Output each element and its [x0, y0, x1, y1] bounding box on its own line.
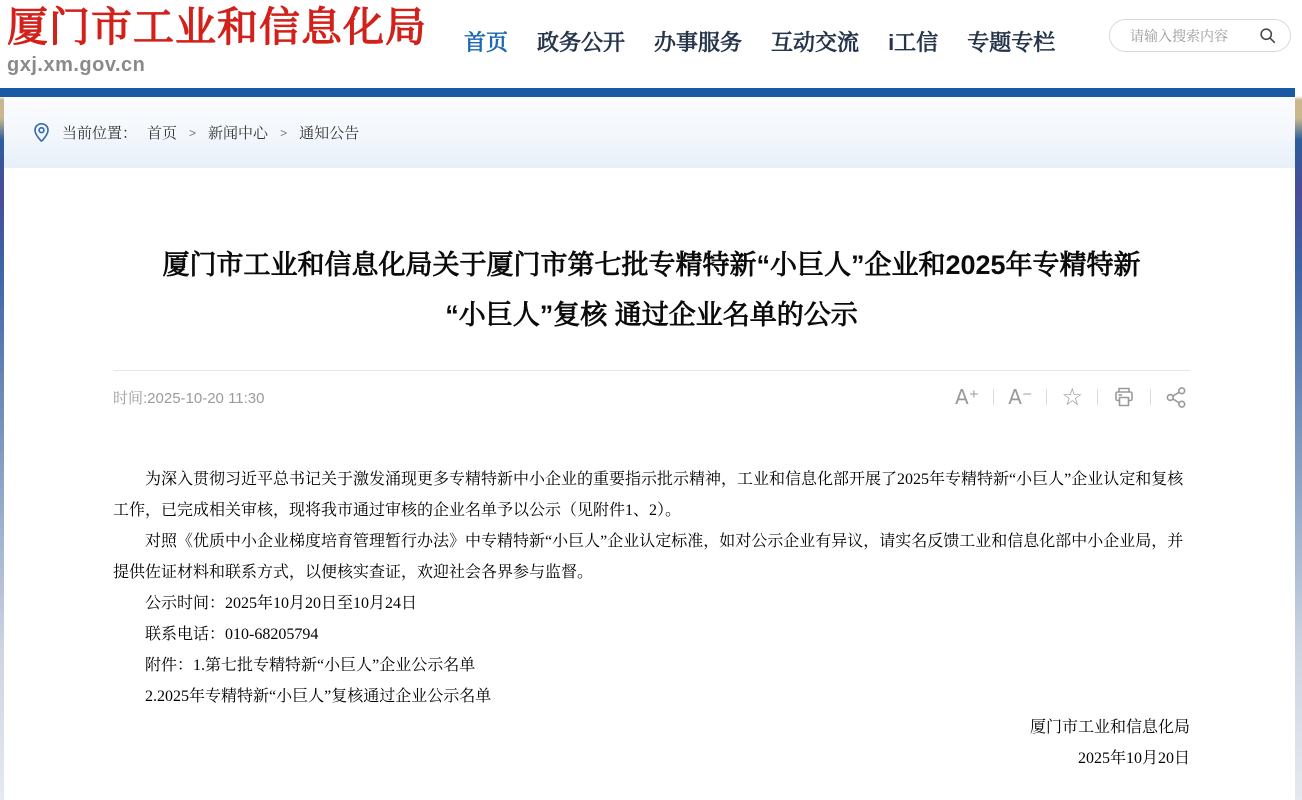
article-body	[113, 464, 1190, 774]
nav-item-gov-affairs[interactable]: 政务公开	[537, 30, 626, 55]
site-domain: gxj.xm.gov.cn	[7, 54, 146, 76]
publish-time: 时间:2025-10-20 11:30	[113, 389, 265, 407]
nav-item-home[interactable]: 首页	[464, 30, 509, 55]
brand-block	[7, 1, 427, 77]
nav-item-topics[interactable]: 专题专栏	[967, 30, 1056, 55]
article	[4, 240, 1295, 774]
main-nav	[464, 26, 1055, 57]
share-icon	[1165, 386, 1188, 409]
article-paragraph: 联系电话：010-68205794	[145, 626, 319, 643]
search-icon	[1259, 27, 1276, 44]
breadcrumb-link-home[interactable]: 首页	[147, 125, 178, 142]
font-increase-button[interactable]: A⁺	[954, 385, 980, 409]
article-paragraph: 2.2025年专精特新“小巨人”复核通过企业公示名单	[145, 688, 492, 705]
share-button[interactable]	[1151, 386, 1190, 409]
article-paragraph: 附件：1.第七批专精特新“小巨人”企业公示名单	[145, 657, 476, 674]
nav-item-igongxin[interactable]: i工信	[888, 30, 939, 55]
site-logo[interactable]: 厦门市工业和信息化局	[7, 3, 427, 51]
signature-date: 2025年10月20日	[1077, 750, 1190, 767]
article-title-line-1: 厦门市工业和信息化局关于厦门市第七批专精特新“小巨人”企业和2025年专精特新	[162, 250, 1141, 280]
font-decrease-button[interactable]: A⁻	[1008, 385, 1033, 409]
nav-item-services[interactable]: 办事服务	[654, 30, 743, 55]
content-container	[4, 97, 1295, 800]
favorite-button[interactable]: ☆	[1061, 383, 1083, 411]
print-button[interactable]	[1098, 385, 1150, 409]
location-pin-icon	[33, 122, 50, 144]
article-meta-row	[113, 371, 1190, 423]
search-button[interactable]	[1259, 27, 1276, 44]
signature-org: 厦门市工业和信息化局	[1029, 719, 1190, 736]
breadcrumb-label: 当前位置：	[62, 125, 138, 142]
search-box	[1109, 19, 1291, 52]
article-title	[113, 240, 1190, 340]
search-input[interactable]	[1128, 27, 1259, 45]
article-toolbar	[941, 385, 1190, 409]
article-paragraph: 为深入贯彻习近平总书记关于激发涌现更多专精特新中小企业的重要指示批示精神，工业和信息化部开展了2025年专精特新“小巨人”企业认定和复核工作，已完成相关审核，现将我市通过审核的企业名单予以公示（见附件1、2）。	[113, 471, 1184, 519]
breadcrumb	[4, 97, 1295, 168]
article-paragraph: 对照《优质中小企业梯度培育管理暂行办法》中专精特新“小巨人”企业认定标准，如对公示企业有异议，请实名反馈工业和信息化部中小企业局，并提供佐证材料和联系方式，以便核实查证，欢迎社会各界参与监督。	[113, 533, 1184, 581]
nav-item-interaction[interactable]: 互动交流	[771, 30, 860, 55]
printer-icon	[1112, 385, 1136, 409]
site-header	[0, 0, 1302, 88]
breadcrumb-separator: >	[189, 125, 197, 140]
breadcrumb-separator: >	[280, 125, 288, 140]
breadcrumb-link-news-center[interactable]: 新闻中心	[208, 125, 269, 142]
article-paragraph: 公示时间：2025年10月20日至10月24日	[145, 595, 418, 612]
article-title-line-2: “小巨人”复核 通过企业名单的公示	[445, 300, 858, 330]
nav-underline	[0, 88, 1295, 97]
breadcrumb-link-notices[interactable]: 通知公告	[299, 125, 360, 142]
